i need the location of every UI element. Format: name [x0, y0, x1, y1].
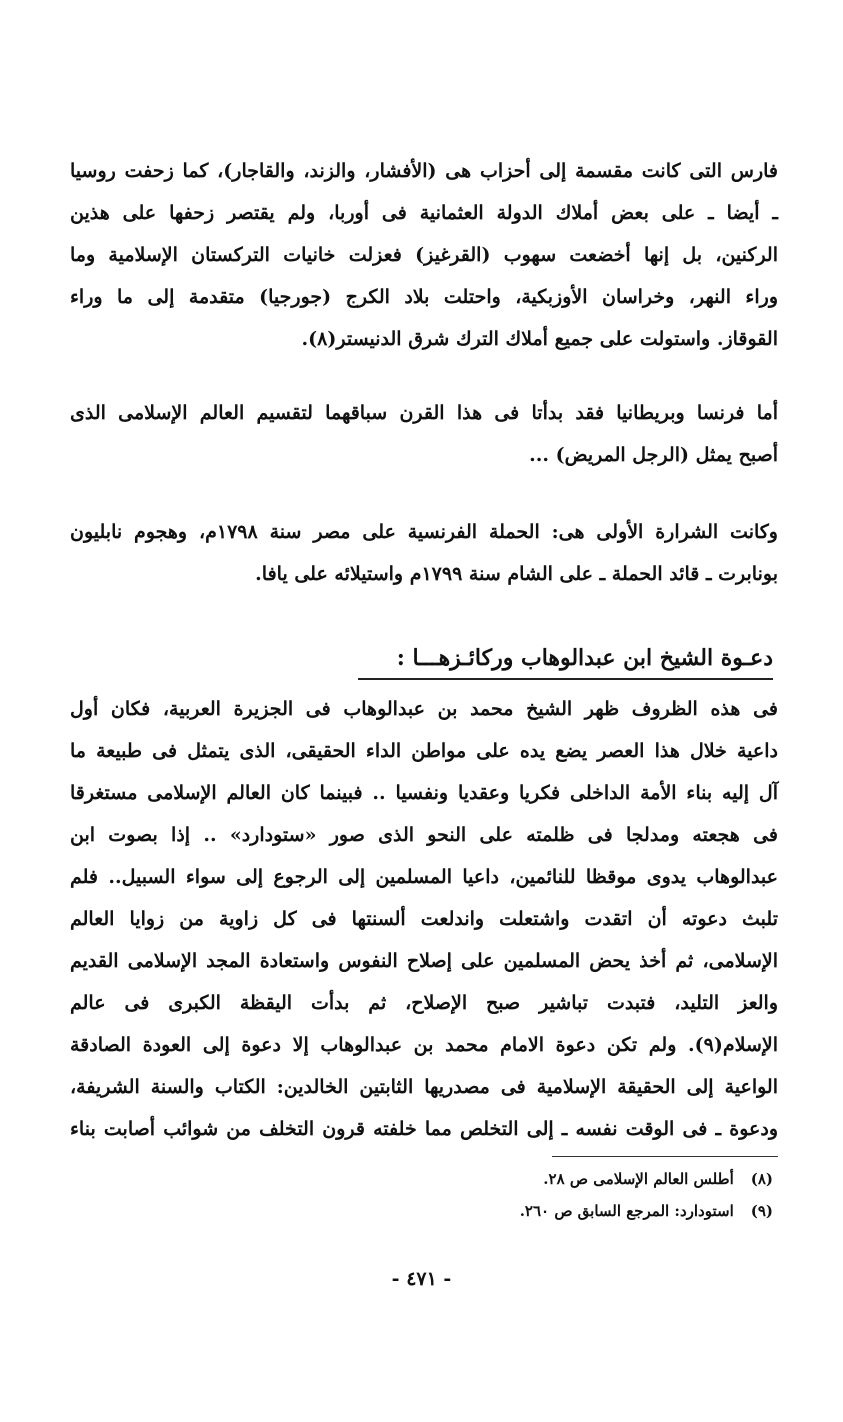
text-line: أما فرنسا وبريطانيا فقد بدأتا فى هذا القرن سباقهما لتقسيم العالم الإسلامى الذى [70, 402, 778, 424]
text-line: وراء النهر، وخراسان الأوزبكية، واحتلت بلاد الكرج (جورجيا) متقدمة إلى ما وراء [70, 286, 778, 308]
paragraph-3 [70, 511, 778, 595]
text-line: ـ أيضا ـ على بعض أملاك الدولة العثمانية فى أوربا، ولم يقتصر زحفها على هذين [70, 202, 778, 224]
text-line: آل إليه بناء الأمة الداخلى فكريا وعقديا ونفسيا .. فبينما كان العالم الإسلامى مستغرقا [70, 782, 778, 804]
text-line: ودعوة ـ فى الوقت نفسه ـ إلى التخلص مما خلفته قرون التخلف من شوائب أصابت بناء [70, 1118, 778, 1140]
footnote-divider [552, 1156, 778, 1157]
text-line: الواعية إلى الحقيقة الإسلامية فى مصدريها الثابتين الخالدين: الكتاب والسنة الشريفة، [70, 1076, 778, 1098]
footnote-text: استودارد: المرجع السابق ص ٢٦٠. [519, 1202, 734, 1220]
text-line: والعز التليد، فتبدت تباشير صبح الإصلاح، ثم بدأت اليقظة الكبرى فى عالم [70, 992, 778, 1014]
text-line: فى هذه الظروف ظهر الشيخ محمد بن عبدالوهاب فى الجزيرة العربية، فكان أول [70, 698, 778, 720]
text-line: الإسلامى، ثم أخذ يحض المسلمين على إصلاح النفوس واستعادة المجد الإسلامى القديم [70, 950, 778, 972]
text-line: الركنين، بل إنها أخضعت سهوب (القرغيز) فعزلت خانيات التركستان الإسلامية وما [70, 244, 778, 266]
footnote-number: (٩) [750, 1202, 773, 1220]
paragraph-2 [70, 392, 778, 476]
text-line: عبدالوهاب يدوى موقظا للنائمين، داعيا المسلمين إلى الرجوع إلى سواء السبيل.. فلم [70, 866, 778, 888]
section-heading: دعـوة الشيخ ابن عبدالوهاب وركائـزهـــا : [396, 645, 773, 671]
text-line: وكانت الشرارة الأولى هى: الحملة الفرنسية على مصر سنة ١٧٩٨م، وهجوم نابليون [70, 521, 778, 543]
paragraph-4 [70, 688, 778, 1150]
text-line: القوقاز. واستولت على جميع أملاك الترك شرق الدنيستر(٨). [301, 328, 778, 350]
paragraph-1 [70, 150, 778, 360]
text-line: أصبح يمثل (الرجل المريض) ... [529, 444, 778, 466]
text-line: فى هجعته ومدلجا فى ظلمته على النحو الذى صور «ستودارد» .. إذا بصوت ابن [70, 824, 778, 846]
page-number: - ٤٧١ - [391, 1268, 452, 1290]
footnote-9 [520, 1198, 773, 1224]
text-line: داعية خلال هذا العصر يضع يده على مواطن الداء الحقيقى، الذى يتمثل فى طبيعة ما [70, 740, 778, 762]
footnote-8 [543, 1166, 773, 1192]
text-line: فارس التى كانت مقسمة إلى أحزاب هى (الأفشار، والزند، والقاجار)، كما زحفت روسيا [70, 160, 778, 182]
text-line: تلبث دعوته أن اتقدت واشتعلت واندلعت ألسنتها فى كل زاوية من زوايا العالم [70, 908, 778, 930]
heading-underline [358, 678, 773, 680]
footnote-number: (٨) [750, 1170, 773, 1188]
footnote-text: أطلس العالم الإسلامى ص ٢٨. [543, 1170, 734, 1188]
text-line: الإسلام(٩). ولم تكن دعوة الامام محمد بن عبدالوهاب إلا دعوة إلى العودة الصادقة [70, 1034, 778, 1056]
text-line: بونابرت ـ قائد الحملة ـ على الشام سنة ١٧٩٩م واستيلائه على يافا. [255, 563, 778, 585]
